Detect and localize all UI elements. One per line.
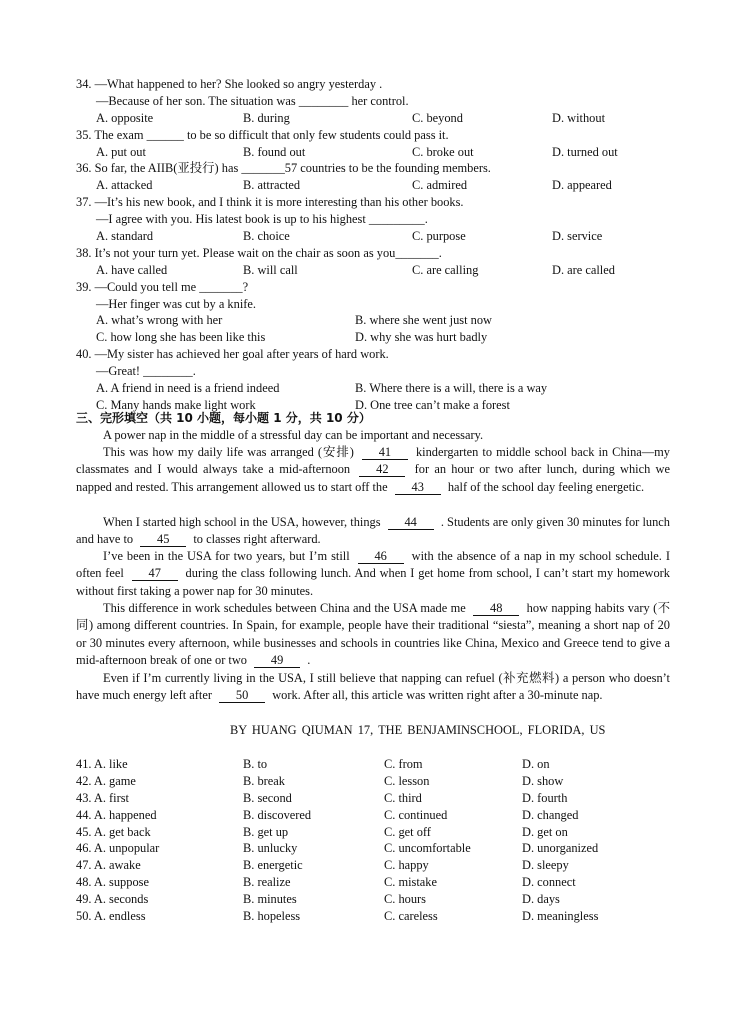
answer-option: C. broke out <box>412 144 474 159</box>
answer-option: D. are called <box>552 262 615 277</box>
answer-option: C. admired <box>412 178 468 193</box>
passage-paragraph: I’ve been in the USA for two years, but I’m still 46 with the absence of a nap in my school schedule. I often feel 47 during the class following lunch. And when I get home from school, I can’t start my homework without first taking a power nap for 30 minutes. <box>76 549 670 598</box>
question-number: 38. <box>76 245 95 260</box>
cloze-option: 45. A. get back <box>76 824 151 839</box>
cloze-blank: 48 <box>473 602 519 616</box>
cloze-option: B. hopeless <box>243 909 301 924</box>
cloze-option: 50. A. endless <box>76 909 146 924</box>
cloze-option: C. happy <box>384 858 429 873</box>
answer-option: A. what’s wrong with her <box>96 313 223 328</box>
cloze-option-row <box>0 807 744 824</box>
cloze-option: B. to <box>243 757 268 771</box>
section-title: 三、完形填空（共 10 小题，每小题 1 分，共 10 分） <box>76 411 371 425</box>
answer-blank: _________ <box>368 212 425 227</box>
question-line <box>0 160 744 177</box>
question-line <box>0 127 744 144</box>
answer-option: B. found out <box>243 144 306 159</box>
answer-option: D. service <box>552 229 603 244</box>
cloze-option: C. careless <box>384 909 438 924</box>
answer-option: B. will call <box>243 262 298 277</box>
cloze-option-row <box>0 891 744 908</box>
question-text: So far, the AIIB(亚投行) has <box>94 161 242 176</box>
cloze-blank: 45 <box>140 533 186 547</box>
cloze-option-row <box>0 824 744 841</box>
cloze-option-row <box>0 773 744 790</box>
option-row <box>0 228 744 245</box>
option-row <box>0 144 744 161</box>
cloze-option: 46. A. unpopular <box>76 841 160 856</box>
option-row <box>0 312 744 329</box>
answer-option: B. during <box>243 110 290 125</box>
cloze-blank: 42 <box>359 463 405 477</box>
question-text: —My sister has achieved her goal after years of hard work. <box>94 347 389 362</box>
answer-option: A. put out <box>96 144 146 159</box>
answer-option: A. standard <box>96 229 154 244</box>
answer-option: B. Where there is a will, there is a way <box>355 381 548 396</box>
question-line <box>0 194 744 211</box>
question-text: her control. <box>348 93 409 108</box>
cloze-option: B. realize <box>243 875 291 890</box>
cloze-option: B. discovered <box>243 807 312 822</box>
cloze-option: D. meaningless <box>522 909 599 924</box>
cloze-option: D. fourth <box>522 790 568 805</box>
question-text: . <box>438 245 442 260</box>
question-number: 36. <box>76 161 95 176</box>
cloze-option: C. third <box>384 790 422 805</box>
question-text: —Could you tell me <box>94 279 200 294</box>
cloze-option-row <box>0 840 744 857</box>
multiple-choice-section <box>0 76 744 414</box>
answer-option: D. turned out <box>552 144 618 159</box>
answer-option: D. without <box>552 110 606 125</box>
option-row <box>0 329 744 346</box>
cloze-option: C. mistake <box>384 875 437 890</box>
question-number: 40. <box>76 347 95 362</box>
passage-paragraph: Even if I’m currently living in the USA, I still believe that napping can refuel (补充燃料) a person who doesn’t have much energy left after 50 work. After all, this article was written right after a 30-minute nap. <box>76 671 670 703</box>
answer-option: C. purpose <box>412 229 466 244</box>
cloze-option-row <box>0 756 744 773</box>
cloze-blank: 44 <box>388 516 434 530</box>
question-line <box>0 279 744 296</box>
cloze-option: C. hours <box>384 892 426 907</box>
question-text: —What happened to her? She looked so angry yesterday . <box>94 77 383 91</box>
cloze-option: D. get on <box>522 824 568 839</box>
question-text: It’s not your turn yet. Please wait on the chair as soon as you <box>94 245 396 260</box>
answer-blank: ______ <box>146 127 184 142</box>
option-row <box>0 177 744 194</box>
answer-option: C. beyond <box>412 110 463 125</box>
answer-blank: _______ <box>199 279 243 294</box>
answer-option: D. why she was hurt badly <box>355 330 488 345</box>
answer-blank: _______ <box>241 161 285 176</box>
cloze-option-row <box>0 908 744 925</box>
answer-option: A. A friend in need is a friend indeed <box>96 381 280 396</box>
question-number: 35. <box>76 127 95 142</box>
question-line <box>0 211 744 228</box>
passage-paragraph: This was how my daily life was arranged (安排) 41 kindergarten to middle school back in China—my classmates and I would always take a mid-afternoon 42 for an hour or two after lunch, during which we napped and rested. This arrangement allowed us to start off the 43 half of the school day feeling energetic. <box>76 445 670 494</box>
cloze-option: B. energetic <box>243 858 303 873</box>
cloze-option: B. minutes <box>243 892 297 907</box>
cloze-option: D. days <box>522 892 560 907</box>
answer-option: B. choice <box>243 229 290 244</box>
answer-option: C. are calling <box>412 262 479 277</box>
question-number: 34. <box>76 77 95 91</box>
cloze-blank: 46 <box>358 550 404 564</box>
answer-option: A. opposite <box>96 110 154 125</box>
question-text: —I agree with you. His latest book is up to his highest <box>96 212 369 227</box>
question-text: to be so difficult that only few students could pass it. <box>183 127 449 142</box>
cloze-option-row <box>0 790 744 807</box>
question-text: . <box>424 212 428 227</box>
cloze-option: 49. A. seconds <box>76 892 149 907</box>
cloze-option: 48. A. suppose <box>76 875 149 890</box>
cloze-blank: 41 <box>362 446 408 460</box>
answer-blank: ________ <box>143 364 193 379</box>
question-number: 39. <box>76 279 95 294</box>
passage-paragraph: When I started high school in the USA, however, things 44 . Students are only given 30 minutes for lunch and have to 45 to classes right afterward. <box>76 515 670 547</box>
option-row <box>0 380 744 397</box>
cloze-option-row <box>0 857 744 874</box>
question-text: —It’s his new book, and I think it is more interesting than his other books. <box>94 195 464 210</box>
cloze-blank: 43 <box>395 481 441 495</box>
question-text: —Because of her son. The situation was <box>96 93 299 108</box>
cloze-option: D. show <box>522 773 564 788</box>
answer-option: D. One tree can’t make a forest <box>355 397 510 412</box>
cloze-blank: 47 <box>132 567 178 581</box>
cloze-option-row <box>0 874 744 891</box>
cloze-option: C. lesson <box>384 773 430 788</box>
answer-option: C. Many hands make light work <box>96 397 256 412</box>
answer-option: A. have called <box>96 262 168 277</box>
answer-blank: ________ <box>298 93 349 108</box>
question-text: ? <box>242 279 249 294</box>
passage-paragraph: A power nap in the middle of a stressful day can be important and necessary. <box>103 428 484 442</box>
cloze-option: 42. A. game <box>76 773 136 788</box>
cloze-option: C. continued <box>384 807 448 822</box>
cloze-blank: 49 <box>254 654 300 668</box>
question-line <box>0 296 744 313</box>
cloze-option: B. unlucky <box>243 841 298 856</box>
question-number: 37. <box>76 195 95 210</box>
cloze-option: D. connect <box>522 875 576 890</box>
question-text: The exam <box>94 127 147 142</box>
answer-option: C. how long she has been like this <box>96 330 266 345</box>
answer-blank: _______ <box>395 245 439 260</box>
passage-paragraph: This difference in work schedules between China and the USA made me 48 how napping habits vary (不同) among different countries. In Spain, for example, people have their traditional “siesta”, meaning a short nap of 20 or 30 minutes every afternoon, while businesses and schools in countries like China, Mexico and Greece tend to give a mid-afternoon break of one or two 49 . <box>76 601 670 668</box>
question-line <box>0 363 744 380</box>
cloze-option: 43. A. first <box>76 790 130 805</box>
cloze-option: 44. A. happened <box>76 807 157 822</box>
cloze-option: 47. A. awake <box>76 858 141 873</box>
cloze-option: C. uncomfortable <box>384 841 471 856</box>
cloze-option: D. on <box>522 757 550 771</box>
question-text: . <box>192 364 196 379</box>
cloze-option: B. get up <box>243 824 289 839</box>
question-line <box>0 76 744 93</box>
cloze-option: D. sleepy <box>522 858 569 873</box>
question-line <box>0 245 744 262</box>
option-row <box>0 262 744 279</box>
question-text: —Great! <box>96 364 144 379</box>
option-row <box>0 110 744 127</box>
cloze-option: D. unorganized <box>522 841 599 856</box>
answer-option: B. where she went just now <box>355 313 492 328</box>
answer-option: B. attracted <box>243 178 301 193</box>
byline: BY HUANG QIUMAN 17, THE BENJAMINSCHOOL, FLORIDA, US <box>230 723 606 737</box>
cloze-option: B. break <box>243 773 285 788</box>
question-line <box>0 346 744 363</box>
cloze-option: C. get off <box>384 824 431 839</box>
cloze-options <box>0 756 744 925</box>
question-line <box>0 93 744 110</box>
answer-option: D. appeared <box>552 178 612 193</box>
question-text: —Her finger was cut by a knife. <box>96 296 256 311</box>
answer-option: A. attacked <box>96 178 153 193</box>
question-text: 57 countries to be the founding members. <box>284 161 491 176</box>
cloze-option: D. changed <box>522 807 579 822</box>
cloze-option: B. second <box>243 790 292 805</box>
cloze-blank: 50 <box>219 689 265 703</box>
cloze-option: 41. A. like <box>76 757 128 771</box>
cloze-option: C. from <box>384 757 423 771</box>
